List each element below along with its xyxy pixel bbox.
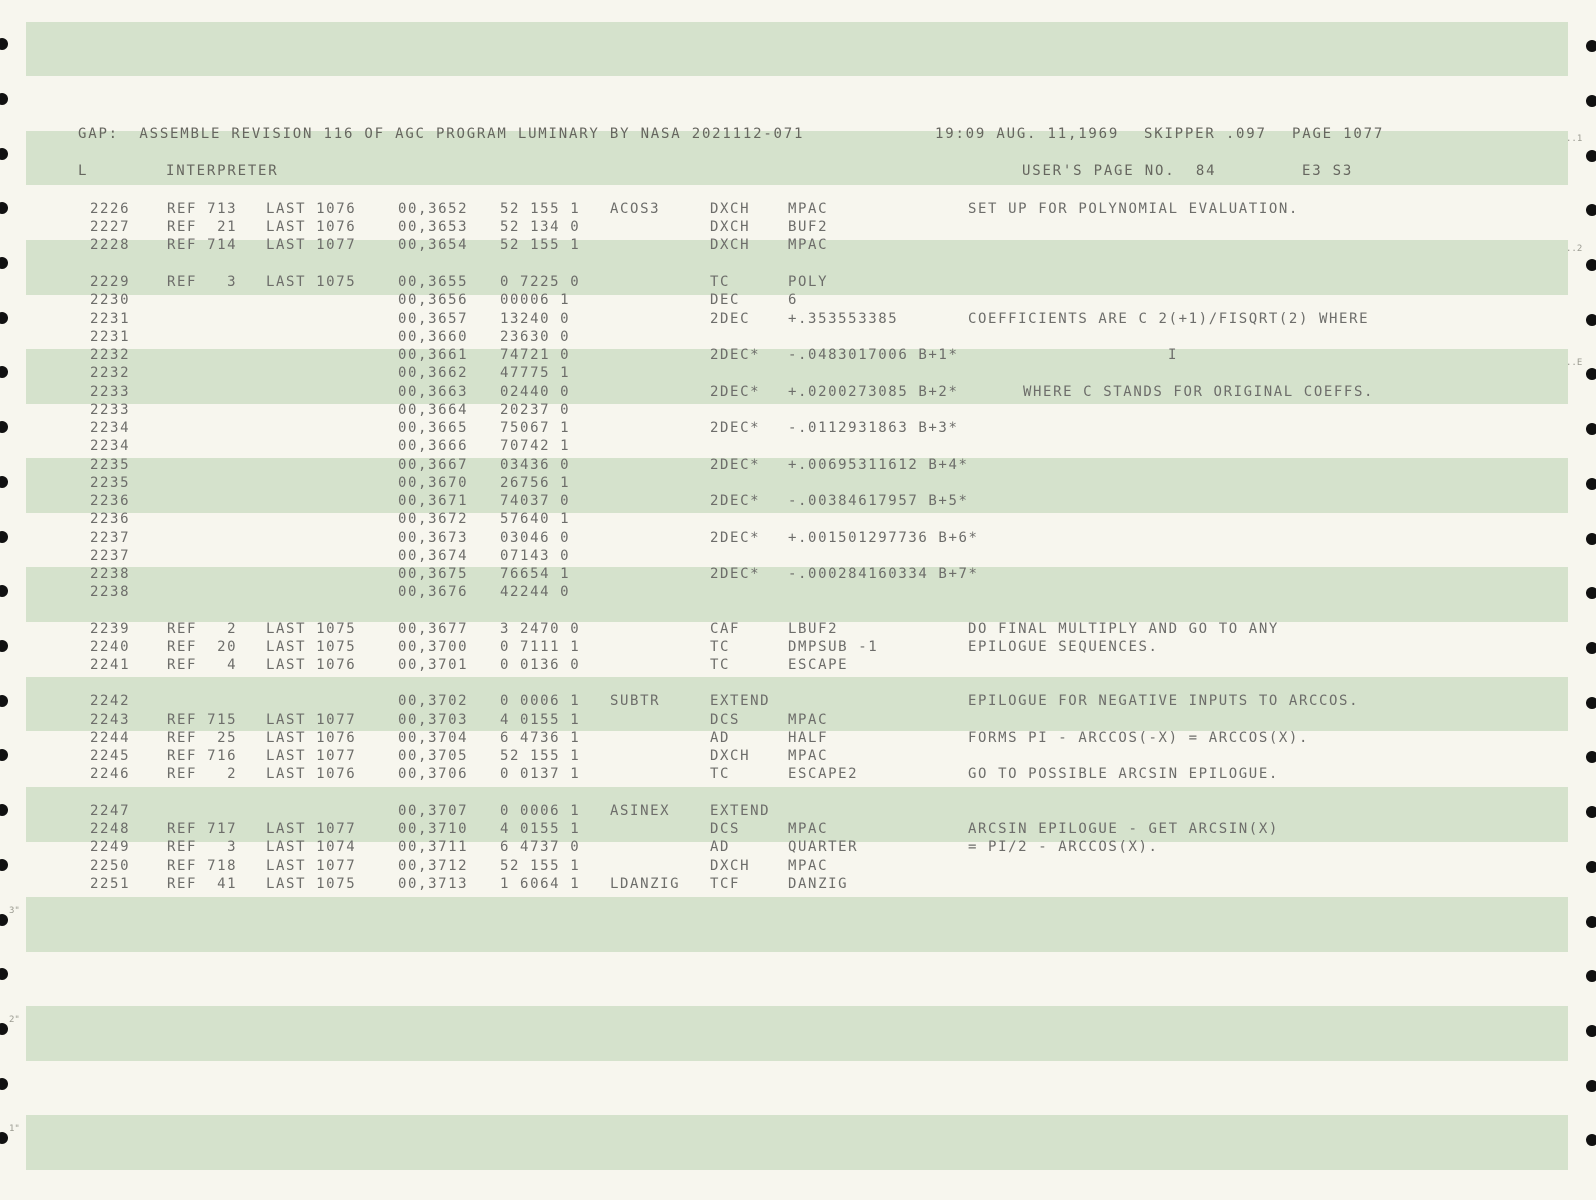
address: 00,3660 <box>398 329 469 345</box>
listing-row <box>0 200 1596 218</box>
line-number: 2249 <box>90 839 131 855</box>
ref-count: REF 716 <box>167 748 238 764</box>
tractor-hole-icon <box>0 38 8 50</box>
address: 00,3713 <box>398 876 469 892</box>
octal-word: 4 0155 1 <box>500 712 581 728</box>
tractor-hole-icon <box>1586 1025 1596 1037</box>
line-number: 2231 <box>90 311 131 327</box>
margin-mark: 2" <box>9 1015 20 1025</box>
opcode: TC <box>710 274 731 290</box>
green-band <box>26 897 1568 952</box>
ref-count: REF 713 <box>167 201 238 217</box>
ref-count: REF 717 <box>167 821 238 837</box>
green-band <box>26 1006 1568 1061</box>
line-number: 2232 <box>90 365 131 381</box>
line-number: 2232 <box>90 347 131 363</box>
line-number: 2229 <box>90 274 131 290</box>
listing-row <box>0 437 1596 455</box>
symbol-label: SUBTR <box>610 693 661 709</box>
listing-row <box>0 838 1596 856</box>
opcode: AD <box>710 730 731 746</box>
line-number: 2240 <box>90 639 131 655</box>
octal-word: 0 7225 0 <box>500 274 581 290</box>
comment: GO TO POSSIBLE ARCSIN EPILOGUE. <box>968 766 1279 782</box>
operand: DMPSUB -1 <box>788 639 879 655</box>
address: 00,3705 <box>398 748 469 764</box>
opcode: 2DEC* <box>710 530 761 546</box>
tractor-hole-icon <box>1586 1080 1596 1092</box>
octal-word: 0 0136 0 <box>500 657 581 673</box>
ref-count: REF 715 <box>167 712 238 728</box>
octal-word: 0 0006 1 <box>500 693 581 709</box>
ref-count: REF 714 <box>167 237 238 253</box>
listing-row <box>0 729 1596 747</box>
line-number: 2251 <box>90 876 131 892</box>
operand: MPAC <box>788 858 829 874</box>
address: 00,3702 <box>398 693 469 709</box>
listing-row <box>0 565 1596 583</box>
address: 00,3662 <box>398 365 469 381</box>
listing-row <box>0 419 1596 437</box>
address: 00,3655 <box>398 274 469 290</box>
address: 00,3700 <box>398 639 469 655</box>
opcode: 2DEC* <box>710 566 761 582</box>
operand: -.0112931863 B+3* <box>788 420 959 436</box>
line-number: 2237 <box>90 548 131 564</box>
line-number: 2236 <box>90 493 131 509</box>
octal-word: 23630 0 <box>500 329 571 345</box>
octal-word: 52 155 1 <box>500 748 581 764</box>
octal-word: 0 0137 1 <box>500 766 581 782</box>
address: 00,3663 <box>398 384 469 400</box>
comment: EPILOGUE SEQUENCES. <box>968 639 1159 655</box>
line-number: 2231 <box>90 329 131 345</box>
ref-count: REF 4 <box>167 657 238 673</box>
listing-row <box>0 346 1596 364</box>
address: 00,3711 <box>398 839 469 855</box>
octal-word: 6 4736 1 <box>500 730 581 746</box>
line-number: 2243 <box>90 712 131 728</box>
line-number: 2226 <box>90 201 131 217</box>
address: 00,3674 <box>398 548 469 564</box>
margin-mark: ..2 <box>1566 244 1583 254</box>
line-number: 2248 <box>90 821 131 837</box>
listing-row <box>0 310 1596 328</box>
listing-row <box>0 547 1596 565</box>
tractor-hole-icon <box>1586 259 1596 271</box>
address: 00,3704 <box>398 730 469 746</box>
margin-mark: ..1 <box>1566 134 1583 144</box>
tractor-hole-icon <box>1586 970 1596 982</box>
symbol-label: ACOS3 <box>610 201 661 217</box>
listing-row <box>0 692 1596 710</box>
octal-word: 76654 1 <box>500 566 571 582</box>
octal-word: 6 4737 0 <box>500 839 581 855</box>
octal-word: 1 6064 1 <box>500 876 581 892</box>
address: 00,3665 <box>398 420 469 436</box>
address: 00,3664 <box>398 402 469 418</box>
header-skipper: SKIPPER .097 <box>1144 126 1267 142</box>
address: 00,3670 <box>398 475 469 491</box>
ref-count: REF 2 <box>167 621 238 637</box>
opcode: AD <box>710 839 731 855</box>
tractor-hole-icon <box>1586 40 1596 52</box>
ref-count: REF 25 <box>167 730 238 746</box>
address: 00,3656 <box>398 292 469 308</box>
octal-word: 00006 1 <box>500 292 571 308</box>
address: 00,3676 <box>398 584 469 600</box>
opcode: 2DEC* <box>710 420 761 436</box>
last-page: LAST 1074 <box>266 839 357 855</box>
opcode: CAF <box>710 621 741 637</box>
tractor-hole-icon <box>0 1132 8 1144</box>
address: 00,3710 <box>398 821 469 837</box>
operand: MPAC <box>788 821 829 837</box>
green-band <box>26 1115 1568 1170</box>
listing-row <box>0 474 1596 492</box>
line-number: 2236 <box>90 511 131 527</box>
octal-word: 3 2470 0 <box>500 621 581 637</box>
address: 00,3667 <box>398 457 469 473</box>
last-page: LAST 1076 <box>266 201 357 217</box>
octal-word: 52 155 1 <box>500 201 581 217</box>
line-number: 2239 <box>90 621 131 637</box>
tractor-hole-icon <box>0 1078 8 1090</box>
address: 00,3666 <box>398 438 469 454</box>
line-number: 2246 <box>90 766 131 782</box>
line-number: 2244 <box>90 730 131 746</box>
line-number: 2241 <box>90 657 131 673</box>
opcode: 2DEC* <box>710 384 761 400</box>
tractor-hole-icon <box>0 1023 8 1035</box>
listing-row <box>0 291 1596 309</box>
ref-count: REF 2 <box>167 766 238 782</box>
operand: -.000284160334 B+7* <box>788 566 979 582</box>
comment: FORMS PI - ARCCOS(-X) = ARCCOS(X). <box>968 730 1309 746</box>
octal-word: 07143 0 <box>500 548 571 564</box>
operand: POLY <box>788 274 829 290</box>
operand: +.0200273085 B+2* <box>788 384 959 400</box>
listing-row <box>0 638 1596 656</box>
opcode: 2DEC* <box>710 457 761 473</box>
tractor-hole-icon <box>0 968 8 980</box>
operand: +.001501297736 B+6* <box>788 530 979 546</box>
address: 00,3673 <box>398 530 469 546</box>
listing-row <box>0 456 1596 474</box>
line-number: 2238 <box>90 566 131 582</box>
operand: MPAC <box>788 748 829 764</box>
header-code: E3 S3 <box>1302 163 1354 179</box>
ref-count: REF 3 <box>167 274 238 290</box>
octal-word: 03436 0 <box>500 457 571 473</box>
tractor-hole-icon <box>0 93 8 105</box>
address: 00,3671 <box>398 493 469 509</box>
listing-row <box>0 273 1596 291</box>
last-page: LAST 1075 <box>266 621 357 637</box>
listing-row <box>0 765 1596 783</box>
address: 00,3657 <box>398 311 469 327</box>
octal-word: 47775 1 <box>500 365 571 381</box>
octal-word: 4 0155 1 <box>500 821 581 837</box>
octal-word: 52 134 0 <box>500 219 581 235</box>
octal-word: 52 155 1 <box>500 858 581 874</box>
header-title: GAP: ASSEMBLE REVISION 116 OF AGC PROGRAM LUMINARY BY NASA 2021112-071 <box>78 126 805 142</box>
line-number: 2228 <box>90 237 131 253</box>
listing-row <box>0 218 1596 236</box>
ref-count: REF 718 <box>167 858 238 874</box>
ref-count: REF 3 <box>167 839 238 855</box>
opcode: DCS <box>710 712 741 728</box>
octal-word: 75067 1 <box>500 420 571 436</box>
listing-row <box>0 492 1596 510</box>
address: 00,3661 <box>398 347 469 363</box>
last-page: LAST 1076 <box>266 219 357 235</box>
octal-word: 0 7111 1 <box>500 639 581 655</box>
octal-word: 74037 0 <box>500 493 571 509</box>
opcode: 2DEC* <box>710 347 761 363</box>
comment: WHERE C STANDS FOR ORIGINAL COEFFS. <box>1023 384 1375 400</box>
listing-row <box>0 583 1596 601</box>
line-number: 2237 <box>90 530 131 546</box>
comment: = PI/2 - ARCCOS(X). <box>968 839 1159 855</box>
address: 00,3675 <box>398 566 469 582</box>
margin-mark: 3" <box>9 906 20 916</box>
operand: MPAC <box>788 712 829 728</box>
listing-row <box>0 364 1596 382</box>
green-band <box>26 22 1568 76</box>
listing-row <box>0 383 1596 401</box>
ref-count: REF 20 <box>167 639 238 655</box>
tractor-hole-icon <box>1586 916 1596 928</box>
listing-row <box>0 802 1596 820</box>
address: 00,3701 <box>398 657 469 673</box>
line-number: 2230 <box>90 292 131 308</box>
last-page: LAST 1076 <box>266 730 357 746</box>
address: 00,3652 <box>398 201 469 217</box>
line-number: 2227 <box>90 219 131 235</box>
octal-word: 03046 0 <box>500 530 571 546</box>
operand: QUARTER <box>788 839 859 855</box>
line-number: 2245 <box>90 748 131 764</box>
opcode: DCS <box>710 821 741 837</box>
comment: DO FINAL MULTIPLY AND GO TO ANY <box>968 621 1279 637</box>
last-page: LAST 1077 <box>266 748 357 764</box>
opcode: TC <box>710 639 731 655</box>
operand: BUF2 <box>788 219 829 235</box>
listing-row <box>0 820 1596 838</box>
operand: LBUF2 <box>788 621 839 637</box>
last-page: LAST 1075 <box>266 639 357 655</box>
symbol-label: ASINEX <box>610 803 671 819</box>
ref-count: REF 41 <box>167 876 238 892</box>
octal-word: 42244 0 <box>500 584 571 600</box>
address: 00,3707 <box>398 803 469 819</box>
last-page: LAST 1075 <box>266 876 357 892</box>
operand: 6 <box>788 292 799 308</box>
opcode: DEC <box>710 292 741 308</box>
opcode: EXTEND <box>710 803 771 819</box>
opcode: TC <box>710 657 731 673</box>
operand: -.00384617957 B+5* <box>788 493 969 509</box>
address: 00,3653 <box>398 219 469 235</box>
line-number: 2233 <box>90 402 131 418</box>
opcode: TCF <box>710 876 741 892</box>
listing-header <box>0 126 1596 144</box>
symbol-label: LDANZIG <box>610 876 681 892</box>
opcode: TC <box>710 766 731 782</box>
tractor-hole-icon <box>0 914 8 926</box>
comment: ARCSIN EPILOGUE - GET ARCSIN(X) <box>968 821 1279 837</box>
header-timestamp: 19:09 AUG. 11,1969 <box>935 126 1120 142</box>
header-l-column: L <box>78 163 89 179</box>
line-number: 2234 <box>90 420 131 436</box>
opcode: DXCH <box>710 748 751 764</box>
comment: EPILOGUE FOR NEGATIVE INPUTS TO ARCCOS. <box>968 693 1360 709</box>
listing-row <box>0 711 1596 729</box>
opcode: DXCH <box>710 237 751 253</box>
octal-word: 02440 0 <box>500 384 571 400</box>
margin-mark: ..E <box>1566 358 1583 368</box>
last-page: LAST 1077 <box>266 858 357 874</box>
tractor-hole-icon <box>1586 95 1596 107</box>
operand: HALF <box>788 730 829 746</box>
opcode: 2DEC <box>710 311 751 327</box>
listing-row <box>0 510 1596 528</box>
line-number: 2235 <box>90 475 131 491</box>
octal-word: 20237 0 <box>500 402 571 418</box>
operand: DANZIG <box>788 876 849 892</box>
octal-word: 0 0006 1 <box>500 803 581 819</box>
address: 00,3712 <box>398 858 469 874</box>
comment: COEFFICIENTS ARE C 2(+1)/FISQRT(2) WHERE <box>968 311 1370 327</box>
operand: MPAC <box>788 201 829 217</box>
ref-count: REF 21 <box>167 219 238 235</box>
line-number: 2234 <box>90 438 131 454</box>
listing-row <box>0 875 1596 893</box>
line-number: 2242 <box>90 693 131 709</box>
octal-word: 52 155 1 <box>500 237 581 253</box>
last-page: LAST 1077 <box>266 712 357 728</box>
listing-row <box>0 656 1596 674</box>
address: 00,3703 <box>398 712 469 728</box>
last-page: LAST 1077 <box>266 237 357 253</box>
tractor-hole-icon <box>1586 150 1596 162</box>
listing-row <box>0 747 1596 765</box>
operand: ESCAPE2 <box>788 766 859 782</box>
header-page-number: PAGE 1077 <box>1292 126 1385 142</box>
listing-subheader <box>0 163 1596 181</box>
octal-word: 70742 1 <box>500 438 571 454</box>
opcode: EXTEND <box>710 693 771 709</box>
line-number: 2238 <box>90 584 131 600</box>
last-page: LAST 1076 <box>266 657 357 673</box>
header-users-page: USER'S PAGE NO. 84 <box>1022 163 1217 179</box>
last-page: LAST 1077 <box>266 821 357 837</box>
listing-row <box>0 236 1596 254</box>
listing-row <box>0 857 1596 875</box>
last-page: LAST 1076 <box>266 766 357 782</box>
operand: ESCAPE <box>788 657 849 673</box>
address: 00,3672 <box>398 511 469 527</box>
listing-row <box>0 529 1596 547</box>
opcode: DXCH <box>710 219 751 235</box>
octal-word: 13240 0 <box>500 311 571 327</box>
listing-row <box>0 620 1596 638</box>
operand: MPAC <box>788 237 829 253</box>
line-number: 2233 <box>90 384 131 400</box>
operand: -.0483017006 B+1* <box>788 347 959 363</box>
opcode: DXCH <box>710 201 751 217</box>
margin-mark: 1" <box>9 1124 20 1134</box>
octal-word: 57640 1 <box>500 511 571 527</box>
opcode: DXCH <box>710 858 751 874</box>
header-section: INTERPRETER <box>166 163 279 179</box>
listing-row <box>0 401 1596 419</box>
opcode: 2DEC* <box>710 493 761 509</box>
operand: +.353553385 <box>788 311 899 327</box>
line-number: 2247 <box>90 803 131 819</box>
comment: I <box>1168 347 1179 363</box>
address: 00,3706 <box>398 766 469 782</box>
address: 00,3654 <box>398 237 469 253</box>
last-page: LAST 1075 <box>266 274 357 290</box>
operand: +.00695311612 B+4* <box>788 457 969 473</box>
line-number: 2250 <box>90 858 131 874</box>
listing-row <box>0 328 1596 346</box>
octal-word: 26756 1 <box>500 475 571 491</box>
tractor-hole-icon <box>1586 1134 1596 1146</box>
address: 00,3677 <box>398 621 469 637</box>
line-number: 2235 <box>90 457 131 473</box>
octal-word: 74721 0 <box>500 347 571 363</box>
comment: SET UP FOR POLYNOMIAL EVALUATION. <box>968 201 1299 217</box>
